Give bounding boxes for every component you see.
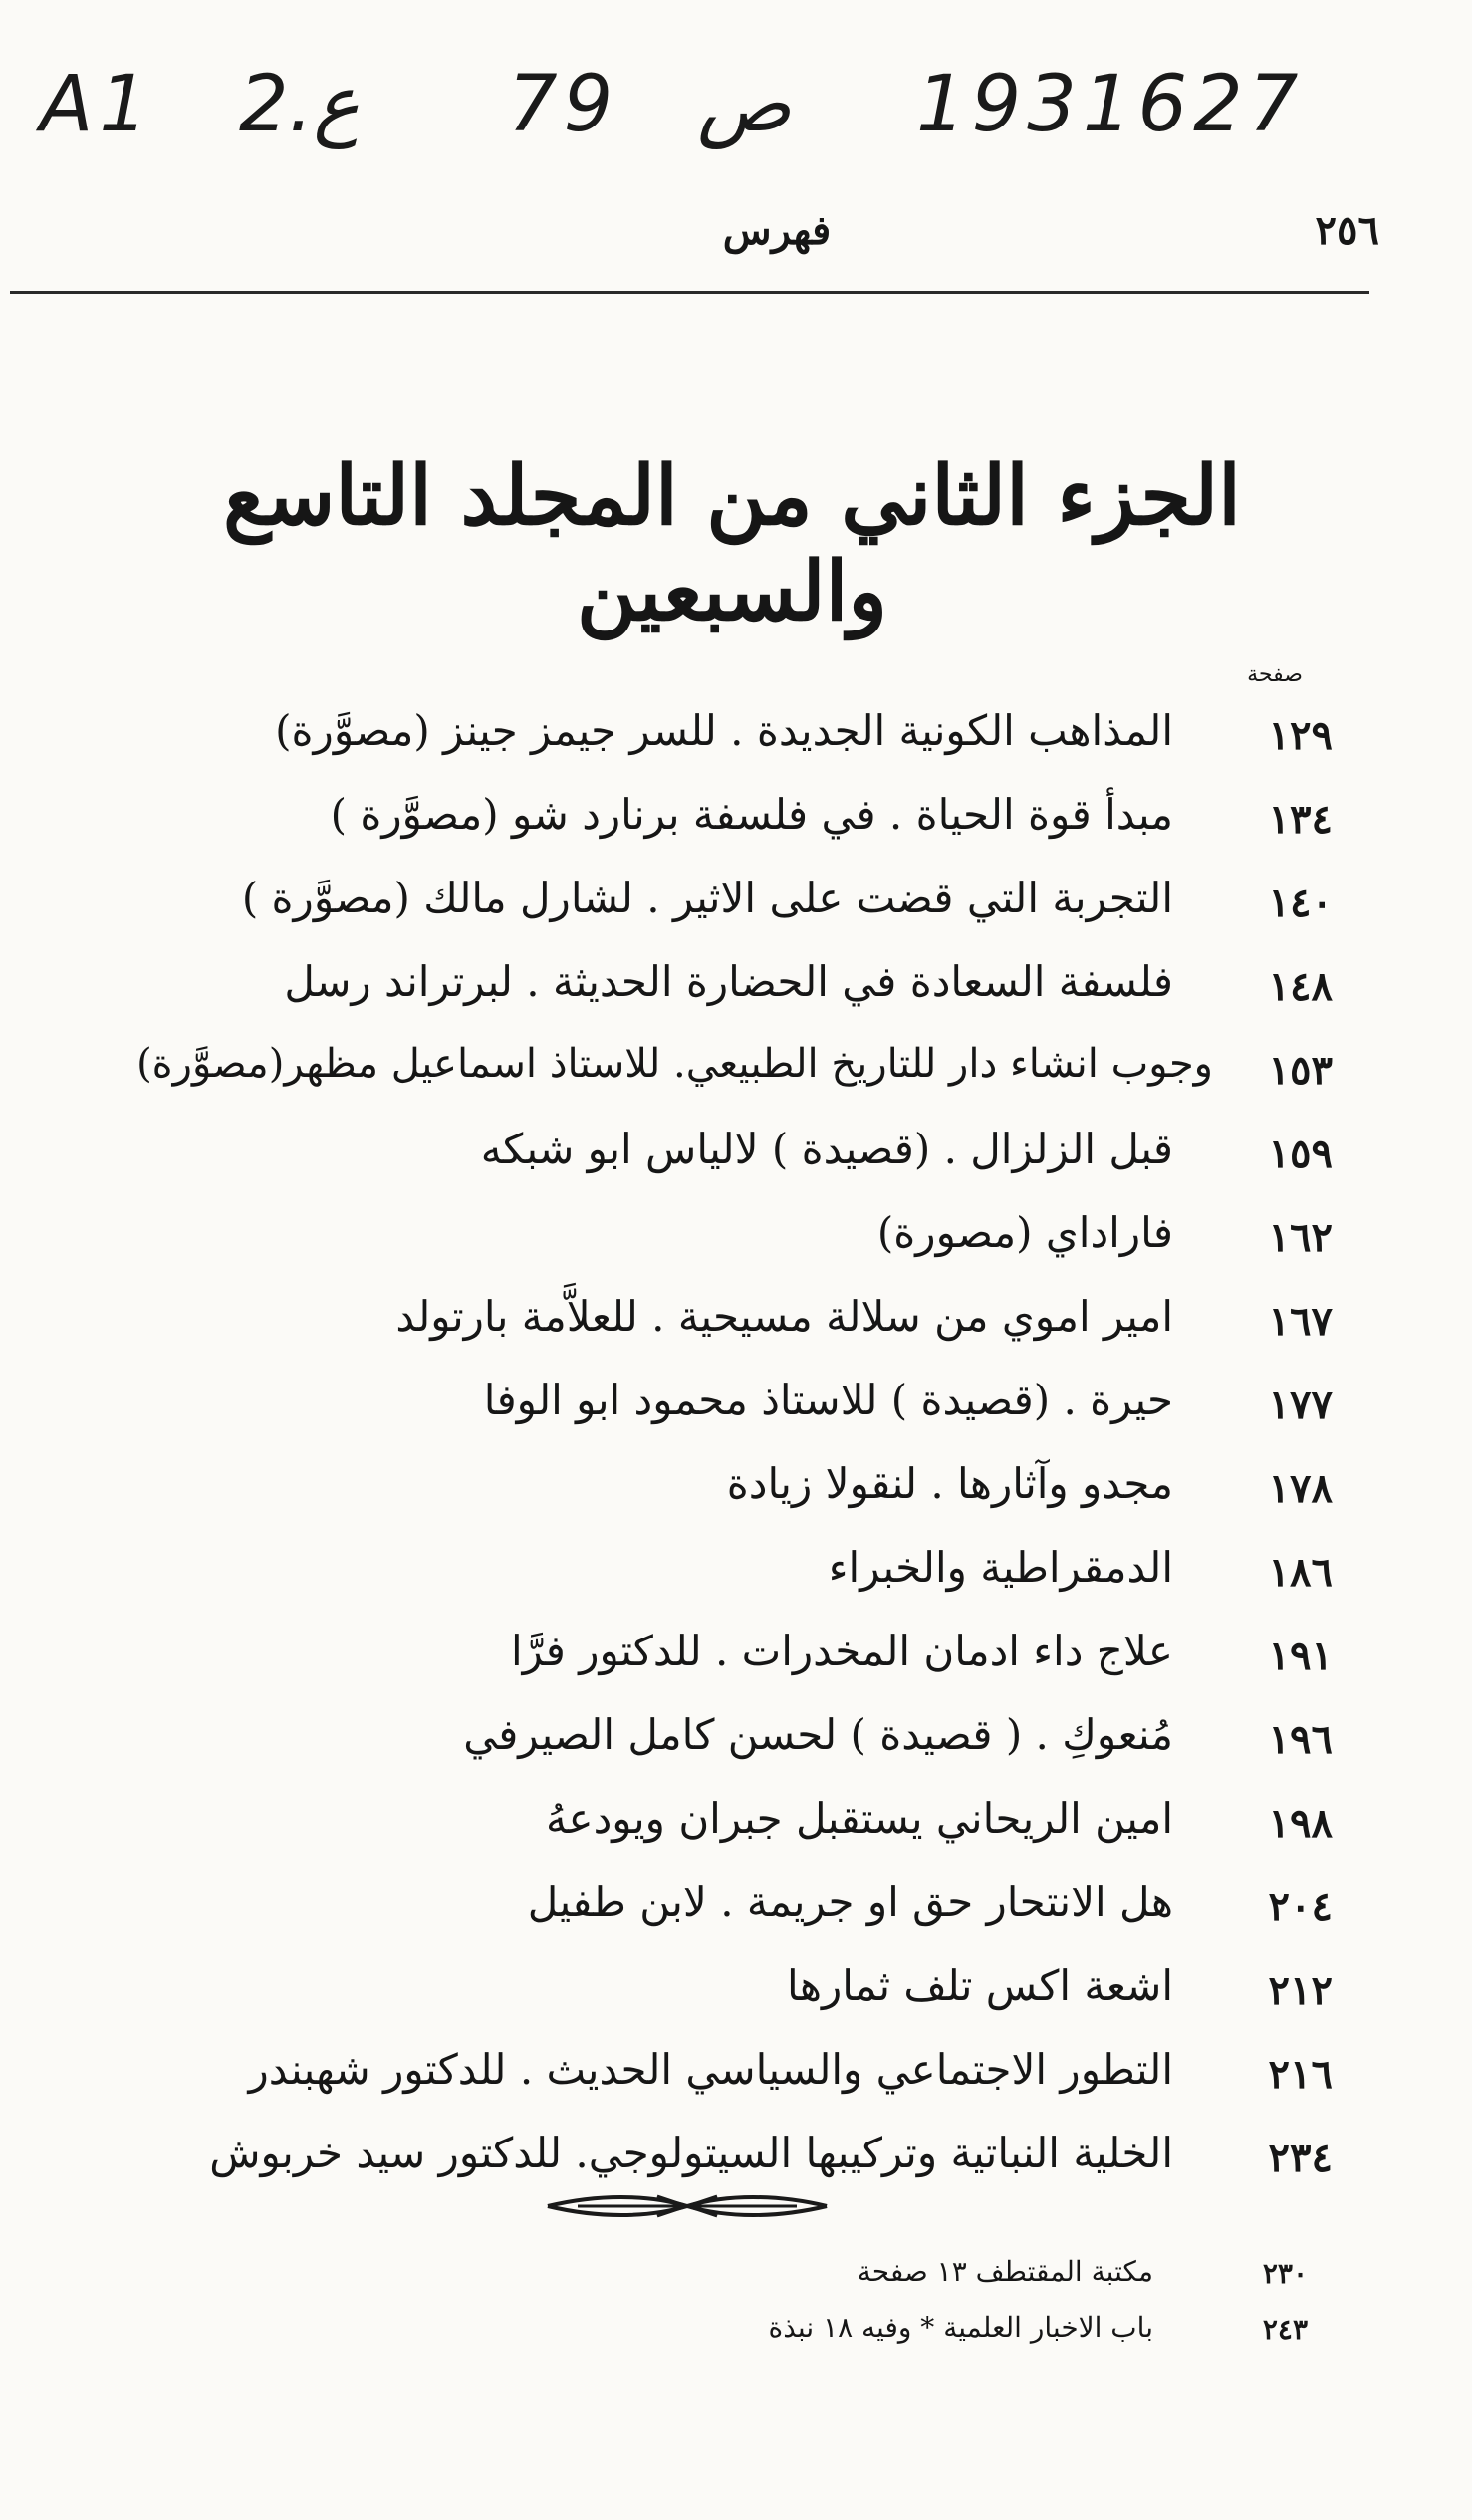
entry-page: ١٧٨ xyxy=(1268,1465,1333,1512)
entry-title: مبدأ قوة الحياة . في فلسفة برنارد شو (مصوَّرة ) xyxy=(330,790,1173,839)
entry-title: حيرة . (قصيدة ) للاستاذ محمود ابو الوفا xyxy=(483,1376,1173,1424)
toc-entry[interactable] xyxy=(0,1790,1472,1870)
section-title: الجزء الثاني من المجلد التاسع والسبعين xyxy=(223,448,1241,639)
entry-title: امين الريحاني يستقبل جبران ويودعهُ xyxy=(546,1794,1173,1843)
handwritten-part-2: 2.ع xyxy=(239,60,360,149)
handwritten-part-1: A1 xyxy=(40,60,154,149)
toc-entry[interactable] xyxy=(0,1539,1472,1619)
entry-page: ١٦٢ xyxy=(1268,1214,1333,1261)
ornament-divider xyxy=(538,2186,837,2226)
entry-title: الخلية النباتية وتركيبها السيتولوجي. للدكتور سيد خربوش xyxy=(209,2129,1173,2177)
toc-entry[interactable] xyxy=(0,1204,1472,1284)
toc-entry[interactable] xyxy=(0,1957,1472,2037)
entry-page: ١٦٧ xyxy=(1268,1298,1333,1345)
entry-page: ١٩١ xyxy=(1268,1633,1333,1679)
toc-entry[interactable] xyxy=(0,1623,1472,1702)
entry-title: فلسفة السعادة في الحضارة الحديثة . لبرتراند رسل xyxy=(284,957,1173,1006)
appendix-title: مكتبة المقتطف ١٣ صفحة xyxy=(857,2255,1153,2288)
header-title: فهرس xyxy=(722,207,832,254)
entry-page: ١٩٨ xyxy=(1268,1800,1333,1847)
toc-entry[interactable] xyxy=(0,786,1472,866)
appendix-entry[interactable] xyxy=(0,2253,1472,2303)
entry-title: المذاهب الكونية الجديدة . للسر جيمز جينز (مصوَّرة) xyxy=(275,706,1173,755)
entry-title: مجدو وآثارها . لنقولا زيادة xyxy=(726,1459,1173,1508)
entry-page: ١٤٨ xyxy=(1268,963,1333,1010)
entry-title: وجوب انشاء دار للتاريخ الطبيعي. للاستاذ اسماعيل مظهر(مصوَّرة) xyxy=(136,1041,1213,1087)
entry-page: ١٧٧ xyxy=(1268,1382,1333,1428)
entry-page: ٢١٢ xyxy=(1268,1967,1333,2014)
toc-entry[interactable] xyxy=(0,1874,1472,1953)
entry-title: هل الانتحار حق او جريمة . لابن طفيل xyxy=(527,1878,1173,1926)
appendix-page: ٢٤٣ xyxy=(1262,2313,1308,2346)
entry-title: امير اموي من سلالة مسيحية . للعلاَّمة بارتولد xyxy=(395,1292,1173,1341)
toc-entry[interactable] xyxy=(0,870,1472,949)
handwritten-part-3: 79 xyxy=(508,60,619,149)
entry-title: فاراداي (مصورة) xyxy=(876,1208,1173,1257)
entry-title: قبل الزلزال . (قصيدة ) لالياس ابو شبكه xyxy=(480,1125,1173,1173)
entry-page: ١٢٩ xyxy=(1268,712,1333,759)
entry-page: ١٩٦ xyxy=(1268,1716,1333,1763)
toc-entry[interactable] xyxy=(0,1455,1472,1535)
entry-title: الدمقراطية والخبراء xyxy=(828,1543,1173,1592)
header-rule xyxy=(10,291,1369,294)
page-column-label: صفحة xyxy=(1247,662,1303,687)
entry-page: ٢١٦ xyxy=(1268,2051,1333,2098)
toc-entry[interactable] xyxy=(0,2041,1472,2121)
entry-title: اشعة اكس تلف ثمارها xyxy=(787,1961,1173,2010)
handwritten-part-4: ص xyxy=(697,60,792,149)
header-page-number: ٢٥٦ xyxy=(1315,207,1379,254)
entry-title: التجربة التي قضت على الاثير . لشارل مالك (مصوَّرة ) xyxy=(241,874,1173,922)
entry-title: علاج داء ادمان المخدرات . للدكتور فرَّا xyxy=(510,1627,1173,1675)
toc-entry[interactable] xyxy=(0,1372,1472,1451)
toc-entry[interactable] xyxy=(0,702,1472,782)
appendix-entry[interactable] xyxy=(0,2309,1472,2359)
handwritten-catalog-note xyxy=(40,60,1434,169)
toc-entry[interactable] xyxy=(0,1121,1472,1200)
entry-page: ١٥٣ xyxy=(1268,1047,1333,1094)
entry-page: ٢٣٤ xyxy=(1268,2135,1333,2181)
entry-title: التطور الاجتماعي والسياسي الحديث . للدكتور شهبندر xyxy=(248,2045,1173,2094)
entry-page: ٢٠٤ xyxy=(1268,1884,1333,1930)
handwritten-part-5: 1931627 xyxy=(916,60,1305,149)
entry-page: ١٨٦ xyxy=(1268,1549,1333,1596)
toc-entry[interactable] xyxy=(0,1288,1472,1368)
toc-entry[interactable] xyxy=(0,1706,1472,1786)
appendix-title: باب الاخبار العلمية * وفيه ١٨ نبذة xyxy=(768,2311,1153,2344)
toc-entry[interactable] xyxy=(0,1037,1472,1117)
entry-page: ١٣٤ xyxy=(1268,796,1333,843)
entry-title: مُنعوكِ . ( قصيدة ) لحسن كامل الصيرفي xyxy=(463,1710,1173,1759)
appendix-page: ٢٣٠ xyxy=(1262,2257,1308,2290)
entry-page: ١٥٩ xyxy=(1268,1131,1333,1177)
toc-entry[interactable] xyxy=(0,953,1472,1033)
entry-page: ١٤٠ xyxy=(1268,880,1333,926)
